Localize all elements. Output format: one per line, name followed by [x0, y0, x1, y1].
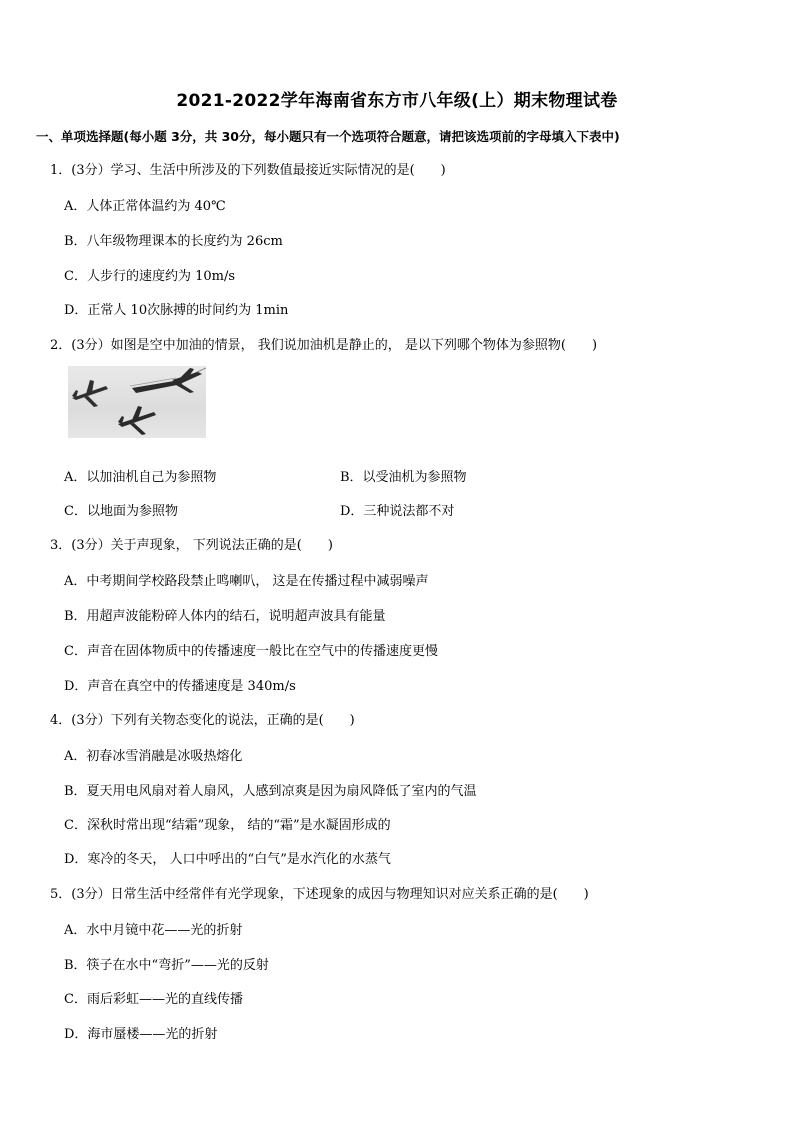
question-3-option-d: D．声音在真空中的传播速度是 340m/s [64, 679, 296, 694]
question-2-option-c: C．以地面为参照物 [64, 504, 178, 519]
aerial-refueling-image [68, 366, 206, 438]
question-5-option-b: B．筷子在水中“弯折”——光的反射 [64, 958, 269, 973]
question-5-option-a: A．水中月镜中花——光的折射 [64, 923, 243, 938]
page-title: 2021-2022学年海南省东方市八年级(上）期末物理试卷 [176, 91, 618, 111]
question-4-option-b: B．夏天用电风扇对着人扇风，人感到凉爽是因为扇风降低了室内的气温 [64, 784, 477, 799]
question-3-stem: 3．(3分）关于声现象， 下列说法正确的是( ) [50, 538, 333, 553]
question-1-option-b: B．八年级物理课本的长度约为 26cm [64, 234, 283, 249]
question-5-option-c: C．雨后彩虹——光的直线传播 [64, 992, 243, 1007]
question-5-stem: 5．(3分）日常生活中经常伴有光学现象，下述现象的成因与物理知识对应关系正确的是( ) [50, 887, 589, 902]
question-3-option-c: C．声音在固体物质中的传播速度一般比在空气中的传播速度更慢 [64, 644, 438, 659]
question-5-option-d: D．海市蜃楼——光的折射 [64, 1027, 218, 1042]
question-4-option-c: C．深秋时常出现“结霜”现象， 结的“霜”是水凝固形成的 [64, 818, 391, 833]
question-1-option-c: C．人步行的速度约为 10m/s [64, 269, 235, 284]
question-2-option-b: B．以受油机为参照物 [340, 470, 467, 485]
question-4-option-a: A．初春冰雪消融是冰吸热熔化 [64, 749, 243, 764]
question-3-option-b: B．用超声波能粉碎人体内的结石，说明超声波具有能量 [64, 609, 386, 624]
question-2-option-a: A．以加油机自己为参照物 [64, 470, 217, 485]
question-1-option-d: D．正常人 10次脉搏的时间约为 1min [64, 303, 289, 318]
section-heading: 一、单项选择题(每小题 3分，共 30分，每小题只有一个选项符合题意，请把该选项前的字母填入下表中) [36, 129, 620, 144]
question-4-stem: 4．(3分）下列有关物态变化的说法，正确的是( ) [50, 713, 355, 728]
question-1-stem: 1．(3分）学习、生活中所涉及的下列数值最接近实际情况的是( ) [50, 163, 446, 178]
question-1-option-a: A．人体正常体温约为 40℃ [64, 199, 226, 214]
question-2-option-d: D．三种说法都不对 [340, 504, 455, 519]
question-2-stem: 2．(3分）如图是空中加油的情景， 我们说加油机是静止的， 是以下列哪个物体为参照物( ) [50, 338, 598, 353]
jets-illustration [68, 366, 206, 438]
question-4-option-d: D．寒冷的冬天， 人口中呼出的“白气”是水汽化的水蒸气 [64, 852, 391, 867]
question-3-option-a: A．中考期间学校路段禁止鸣喇叭， 这是在传播过程中减弱噪声 [64, 574, 429, 589]
